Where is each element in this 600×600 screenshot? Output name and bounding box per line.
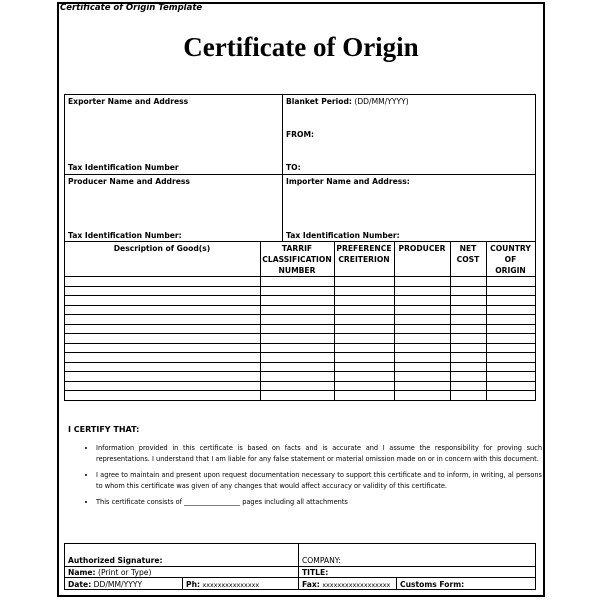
phone-value: xxxxxxxxxxxxxxx <box>202 581 260 589</box>
table-row <box>64 390 536 391</box>
table-row <box>64 362 536 363</box>
from-label: FROM: <box>286 130 315 139</box>
table-row <box>64 286 536 287</box>
phone-field <box>186 580 259 590</box>
table-row <box>64 381 536 382</box>
statement-item: • Information provided in this certificate is based on facts and is accurate and I assume the responsibility for proving such representations. I understand that I am liable for any false statement or material omission made on or in concern with this document. <box>96 443 542 465</box>
table-row <box>64 314 536 315</box>
header-net-cost-line: NET <box>459 244 477 253</box>
producer-tax-label: Tax Identification Number: <box>68 231 182 240</box>
blanket-period-format: (DD/MM/YYYY) <box>354 97 409 106</box>
exporter-tax-label: Tax Identification Number <box>68 163 179 172</box>
company-label: COMPANY: <box>302 556 341 565</box>
template-label: Certificate of Origin Template <box>60 3 203 13</box>
table-row <box>64 333 536 334</box>
phone-label: Ph: <box>186 580 201 589</box>
statement-item: • I agree to maintain and present upon request documentation necessary to support this certificate and to inform, in writing, al persons to whom this certificate was given of any changes that would affect accuracy or validity of this certificate. <box>96 470 542 492</box>
table-row <box>64 324 536 325</box>
name-label: Name: <box>68 568 96 577</box>
header-preference-line: PREFERENCE <box>336 244 392 253</box>
blanket-period-label: Blanket Period: <box>286 97 352 106</box>
name-hint: (Print or Type) <box>98 568 152 577</box>
table-row <box>64 371 536 372</box>
title-label: TITLE: <box>302 568 329 577</box>
header-country-line: ORIGIN <box>495 266 526 275</box>
header-country-line: COUNTRY <box>490 244 531 253</box>
importer-label: Importer Name and Address: <box>286 177 410 186</box>
exporter-label: Exporter Name and Address <box>68 97 189 106</box>
header-country <box>486 243 535 276</box>
header-tarrif-line: NUMBER <box>278 266 316 275</box>
header-producer: PRODUCER <box>398 244 446 253</box>
to-label: TO: <box>286 163 301 172</box>
certify-heading: I CERTIFY THAT: <box>68 425 140 434</box>
header-tarrif-line: TARRIF <box>281 244 313 253</box>
date-format: DD/MM/YYYY <box>93 580 143 589</box>
statement-item: • This certificate consists of _________________ pages including all attachments <box>96 497 542 508</box>
table-row <box>64 305 536 306</box>
date-label: Date: <box>68 580 92 589</box>
table-row <box>64 352 536 353</box>
certify-statements <box>82 443 542 513</box>
header-preference <box>334 243 394 265</box>
fax-field <box>302 580 390 590</box>
header-preference-line: CREITERION <box>338 255 390 264</box>
producer-label: Producer Name and Address <box>68 177 190 186</box>
fax-label: Fax: <box>302 580 320 589</box>
page-title: Certificate of Origin <box>183 32 419 62</box>
date-field <box>68 580 142 589</box>
name-field <box>68 568 151 577</box>
customs-form-label: Customs Form: <box>400 580 465 589</box>
blanket-period <box>286 97 409 106</box>
header-net-cost <box>450 243 486 265</box>
header-net-cost-line: COST <box>456 255 480 264</box>
table-row <box>64 343 536 344</box>
header-tarrif-line: CLASSIFICATION <box>262 255 332 264</box>
authorized-signature-label: Authorized Signature: <box>68 556 163 565</box>
fax-value: xxxxxxxxxxxxxxxxxx <box>322 581 391 589</box>
header-description: Description of Good(s) <box>113 244 211 253</box>
header-country-line: OF <box>504 255 517 264</box>
header-tarrif <box>260 243 334 276</box>
importer-tax-label: Tax Identification Number: <box>286 231 400 240</box>
table-row <box>64 295 536 296</box>
